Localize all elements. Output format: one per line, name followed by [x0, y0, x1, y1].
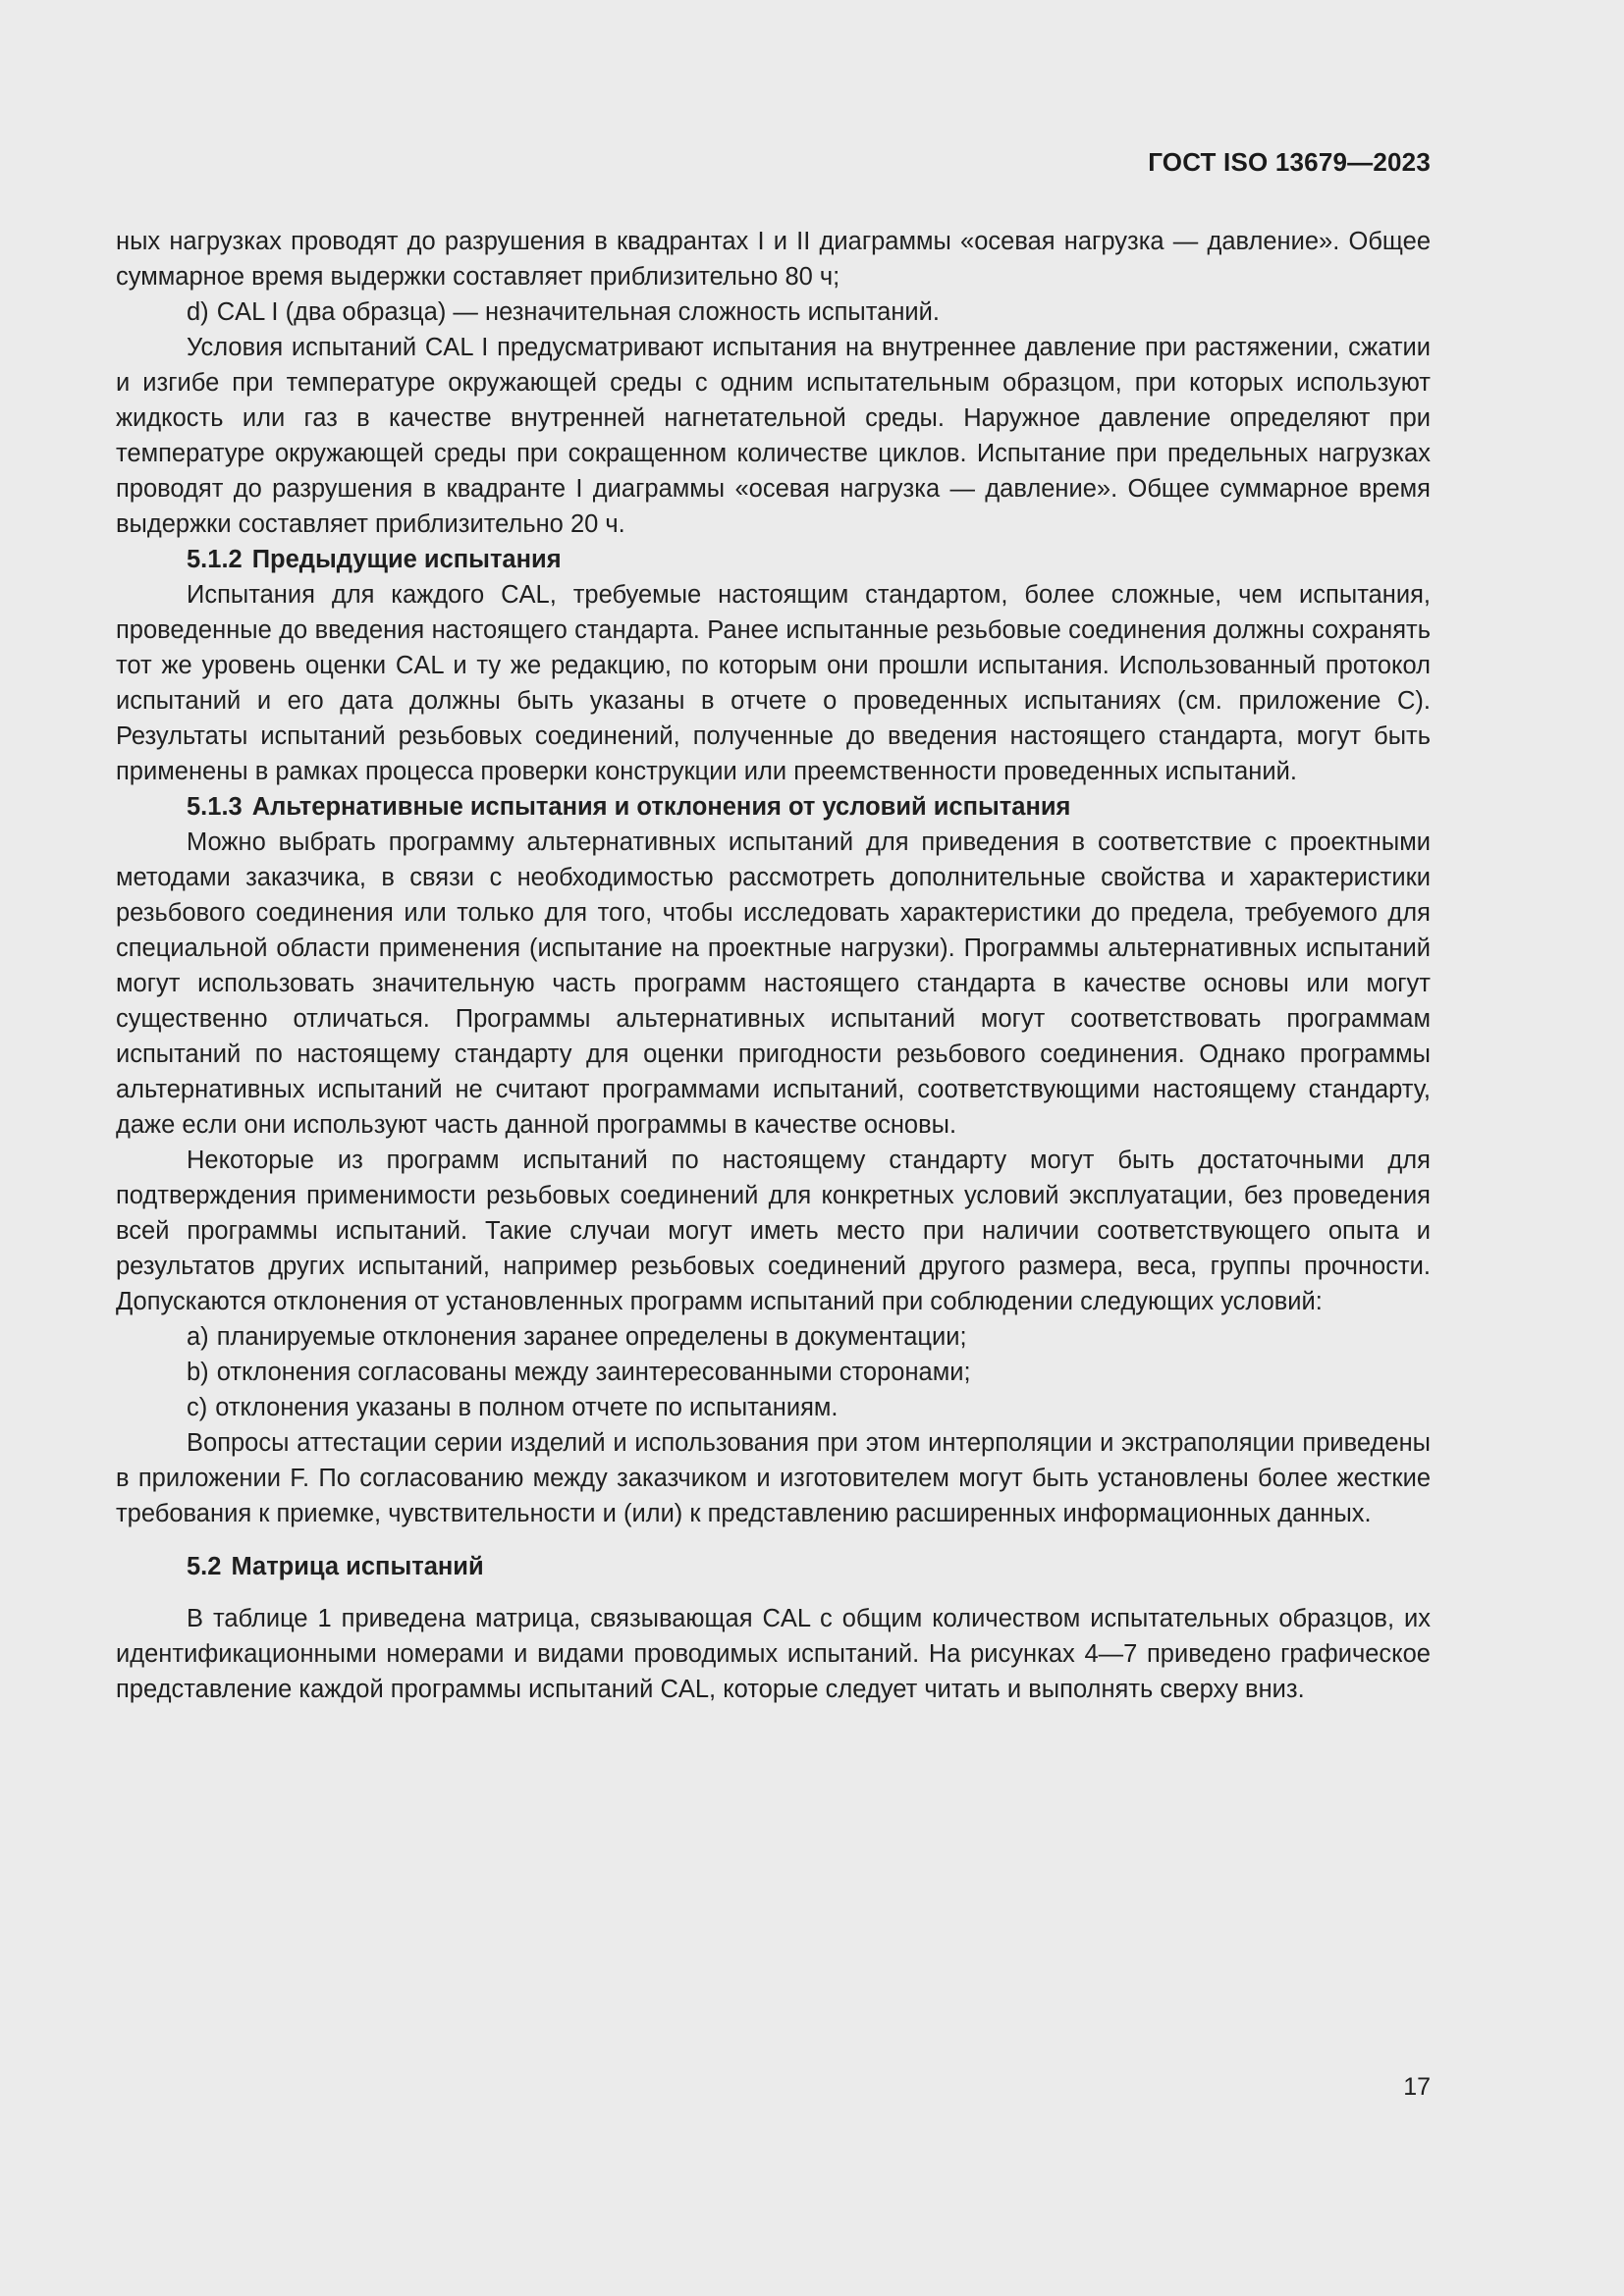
heading-5-1-2 [116, 542, 1431, 577]
paragraph-cal1: Условия испытаний CAL I предусматривают испытания на внутреннее давление при растяжении, сжатии и изгибе при температуре окружающей среды с одним испытательным образцом, при которых используют жидкость или газ в качестве внутренней нагнетательной среды. Наружное давление определяют при температуре окружающей среды при сокращенном количестве циклов. Испытание при предельных нагрузках проводят до разрушения в квадранте I диаграммы «осевая нагрузка — давление». Общее суммарное время выдержки составляет приблизительно 20 ч. [116, 334, 1431, 538]
paragraph-continued: ных нагрузках проводят до разрушения в квадрантах I и II диаграммы «осевая нагрузка — давление». Общее суммарное время выдержки составляет приблизительно 80 ч; [116, 228, 1431, 291]
heading-number: 5.1.3 [187, 793, 243, 821]
list-item-d [116, 294, 1431, 330]
heading-5-1-3 [116, 789, 1431, 825]
heading-title: Матрица испытаний [231, 1553, 484, 1580]
heading-title: Предыдущие испытания [251, 546, 562, 573]
list-marker: c) [187, 1394, 208, 1421]
list-item-text: отклонения согласованы между заинтересованными сторонами; [216, 1359, 971, 1386]
list-item-b [116, 1355, 1431, 1390]
list-item-text: отклонения указаны в полном отчете по испытаниям. [215, 1394, 839, 1421]
page-number: 17 [1403, 2073, 1431, 2101]
document-body [116, 224, 1431, 1707]
paragraph-5-1-3-c: Вопросы аттестации серии изделий и использования при этом интерполяции и экстраполяции приведены в приложении F. По согласованию между заказчиком и изготовителем могут быть установлены более жесткие требования к приемке, чувствительности и (или) к представлению расширенных информационных данных. [116, 1429, 1431, 1527]
paragraph-5-1-3-b: Некоторые из программ испытаний по настоящему стандарту могут быть достаточными для подтверждения применимости резьбовых соединений для конкретных условий эксплуатации, без проведения всей программы испытаний. Такие случаи могут иметь место при наличии соответствующего опыта и результатов других испытаний, например резьбовых соединений другого размера, веса, группы прочности. Допускаются отклонения от установленных программ испытаний при соблюдении следующих условий: [116, 1147, 1431, 1315]
list-item-text: CAL I (два образца) — незначительная сложность испытаний. [216, 298, 940, 326]
list-marker: a) [187, 1323, 209, 1351]
document-designation: ГОСТ ISO 13679—2023 [1148, 147, 1431, 177]
paragraph-5-1-2: Испытания для каждого CAL, требуемые настоящим стандартом, более сложные, чем испытания, проведенные до введения настоящего стандарта. Ранее испытанные резьбовые соединения должны сохранять тот же уровень оценки CAL и ту же редакцию, по которым они прошли испытания. Использованный протокол испытаний и его дата должны быть указаны в отчете о проведенных испытаниях (см. приложение С). Результаты испытаний резьбовых соединений, полученные до введения настоящего стандарта, могут быть применены в рамках процесса проверки конструкции или преемственности проведенных испытаний. [116, 581, 1431, 785]
list-marker: b) [187, 1359, 209, 1386]
heading-number: 5.2 [187, 1553, 222, 1580]
list-marker: d) [187, 298, 209, 326]
list-item-text: планируемые отклонения заранее определены в документации; [216, 1323, 967, 1351]
heading-title: Альтернативные испытания и отклонения от условий испытания [251, 793, 1071, 821]
heading-5-2 [116, 1549, 1431, 1584]
list-item-a [116, 1319, 1431, 1355]
paragraph-5-2: В таблице 1 приведена матрица, связывающая CAL с общим количеством испытательных образцов, их идентификационными номерами и видами проводимых испытаний. На рисунках 4—7 приведено графическое представление каждой программы испытаний CAL, которые следует читать и выполнять сверху вниз. [116, 1605, 1431, 1703]
list-item-c [116, 1390, 1431, 1425]
paragraph-5-1-3-a: Можно выбрать программу альтернативных испытаний для приведения в соответствие с проектными методами заказчика, в связи с необходимостью рассмотреть дополнительные свойства и характеристики резьбового соединения или только для того, чтобы исследовать характеристики до предела, требуемого для специальной области применения (испытание на проектные нагрузки). Программы альтернативных испытаний могут использовать значительную часть программ настоящего стандарта в качестве основы или могут существенно отличаться. Программы альтернативных испытаний могут соответствовать программам испытаний по настоящему стандарту для оценки пригодности резьбового соединения. Однако программы альтернативных испытаний не считают программами испытаний, соответствующими настоящему стандарту, даже если они используют часть данной программы в качестве основы. [116, 828, 1431, 1139]
heading-number: 5.1.2 [187, 546, 243, 573]
